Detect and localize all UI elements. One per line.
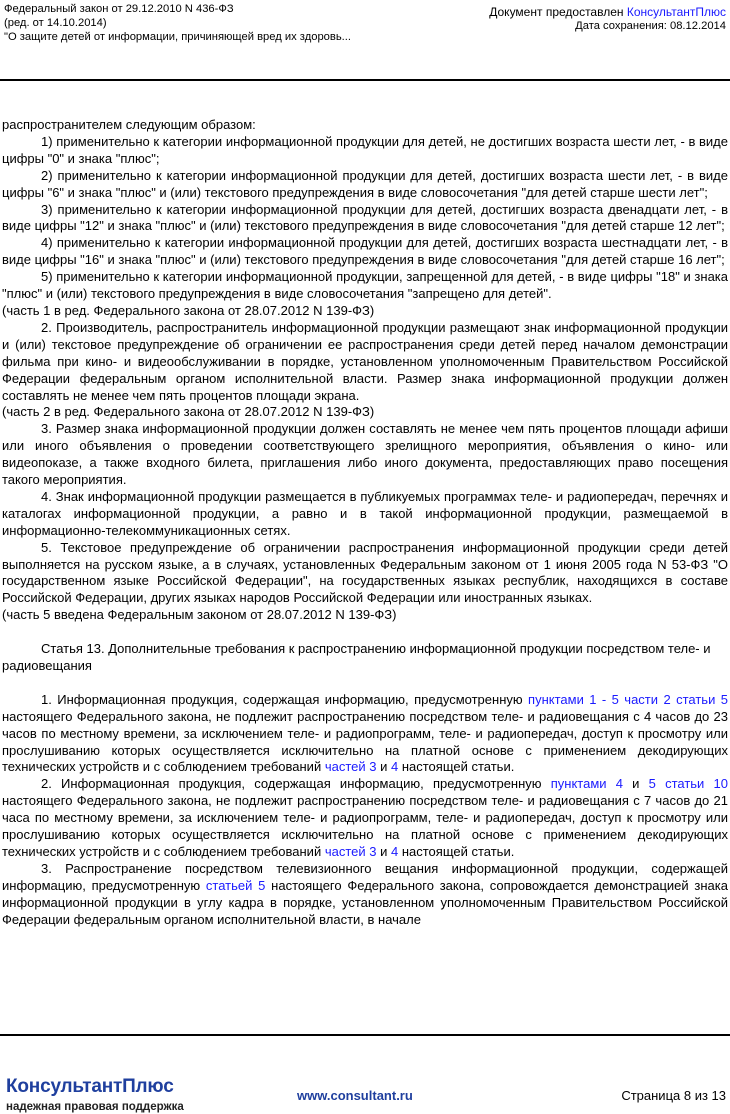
list-item: 1) применительно к категории информационной продукции для детей, не достигших возраста шести лет, - в виде цифры "0" и знака "плюс"; [2,133,728,166]
article-link[interactable]: 4 [390,843,399,859]
logo-text: КонсультантПлюс [6,1076,174,1097]
page-number: Страница 8 из 13 [621,1088,726,1103]
text-run: настоящей статьи. [398,759,515,775]
document-header-right [489,5,726,33]
article-link[interactable]: пунктами 4 [550,776,623,792]
text-run: 2. Информационная продукция, содержащая информацию, предусмотренную [41,776,551,792]
article-link[interactable]: частей 3 [324,759,377,775]
list-item: 3) применительно к категории информационной продукции для детей, достигших возраста двенадцати лет, - в виде цифры "12" и знака "плюс" и (или) текстового предупреждения в виде словосочетания "для детей старше 12 лет"; [2,201,728,234]
footer-divider [0,1034,730,1036]
article-link[interactable]: статьей 5 [205,877,266,893]
document-header-left [4,2,351,44]
article-link[interactable]: 5 статьи 10 [648,776,728,792]
provided-by-line [489,5,726,19]
header-divider [0,79,730,81]
text-run: и [622,776,649,792]
logo-tagline: надежная правовая поддержка [6,1101,184,1113]
paragraph: 3. Размер знака информационной продукции должен составлять не менее чем пять процентов площади афиши или иного объявления о проведении соответствующего зрелищного мероприятия, объявления о кино- или видеопоказе, а также входного билета, приглашения либо иного документа, предоставляющих право посещения такого мероприятия. [2,421,728,488]
article-link[interactable]: частей 3 [324,843,377,859]
text-run: и [376,843,391,859]
list-item: 4) применительно к категории информационной продукции для детей, достигших возраста шестнадцати лет, - в виде цифры "16" и знака "плюс" и (или) текстового предупреждения в виде словосочетания "для детей старше 16 лет"; [2,235,728,268]
law-name: "О защите детей от информации, причиняющей вред их здоровь... [4,31,351,43]
paragraph: 4. Знак информационной продукции размещается в публикуемых программах теле- и радиопередач, перечнях и каталогах информационной продукции, а равно и в такой информационной продукции, размещаемой в информационно-телекоммуникационных сетях. [2,488,728,538]
text-run: настоящего Федерального закона, не подлежит распространению посредством теле- и радиовещания с 7 часов до 21 часа по местному времени, за исключением теле- и радиопрограмм, теле- и радиопередач, доступ к просмотру или прослушиванию которых осуществляется исключительно на платной основе с применением декодирующих технических устройств и с соблюдением требований [2,793,728,859]
amendment-note: (часть 5 введена Федеральным законом от 28.07.2012 N 139-ФЗ) [2,607,397,623]
spacer [2,675,728,692]
text-run: 1. Информационная продукция, содержащая информацию, предусмотренную [41,691,529,707]
text-run: настоящего Федерального закона, сопровождается демонстрацией знака информационной продукции в углу кадра в порядке, установленном уполномоченным Правительством Российской Федерации федеральным органом исполнительной власти, в начале [2,877,728,927]
amendment-note: (часть 1 в ред. Федерального закона от 28.07.2012 N 139-ФЗ) [2,302,375,318]
law-edition: (ред. от 14.10.2014) [4,17,107,29]
document-body [2,117,728,928]
paragraph: 5. Текстовое предупреждение об ограничении распространения информационной продукции среди детей выполняется на русском языке, а в случаях, установленных Федеральным законом от 1 июня 2005 года N 53-ФЗ "О государственном языке Российской Федерации", на государственных языках республик, находящихся в составе Российской Федерации, других языках народов Российской Федерации или иностранных языках. [2,539,728,606]
consultant-logo[interactable] [6,1076,184,1114]
paragraph: распространителем следующим образом: [2,117,256,132]
paragraph [2,776,728,861]
law-title: Федеральный закон от 29.12.2010 N 436-ФЗ [4,3,234,15]
article-heading: Статья 13. Дополнительные требования к распространению информационной продукции посредством теле- и радиовещания [2,641,711,673]
text-run: настоящей статьи. [398,843,515,859]
article-link[interactable]: пунктами 1 - 5 части 2 статьи 5 [528,691,728,707]
text-run: настоящего Федерального закона, не подлежит распространению посредством теле- и радиовещания с 4 часов до 23 часов по местному времени, за исключением теле- и радиопрограмм, теле- и радиопередач, доступ к просмотру или прослушиванию которых осуществляется исключительно на платной основе с применением декодирующих технических устройств и с соблюдением требований [2,708,728,775]
spacer [2,624,728,641]
text-run: 3. Распространение посредством телевизионного вещания информационной продукции, содержащей информацию, предусмотренную [2,860,728,893]
consultant-link[interactable]: КонсультантПлюс [626,5,726,19]
amendment-note: (часть 2 в ред. Федерального закона от 28.07.2012 N 139-ФЗ) [2,404,375,420]
paragraph: 2. Производитель, распространитель информационной продукции размещают знак информационной продукции и (или) текстовое предупреждение об ограничении ее распространения среди детей перед началом демонстрации фильма при кино- и видеообслуживании в порядке, установленном уполномоченным Правительством Российской Федерации федеральным органом исполнительной власти. Размер знака информационной продукции должен составлять не менее чем пять процентов площади экрана. [2,319,728,403]
paragraph [2,861,728,929]
article-link[interactable]: 4 [390,759,399,775]
list-item: 2) применительно к категории информационной продукции для детей, достигших возраста шести лет, - в виде цифры "6" и знака "плюс" и (или) текстового предупреждения в виде словосочетания "для детей старше шести лет"; [2,167,728,200]
site-url-link[interactable]: www.consultant.ru [297,1088,413,1103]
list-item: 5) применительно к категории информационной продукции, запрещенной для детей, - в виде цифры "18" и знака "плюс" и (или) текстового предупреждения в виде словосочетания "запрещено для детей". [2,269,728,302]
provided-prefix: Документ предоставлен [489,5,627,19]
text-run: и [376,759,391,775]
paragraph [2,692,728,777]
saved-date: Дата сохранения: 08.12.2014 [575,20,726,32]
